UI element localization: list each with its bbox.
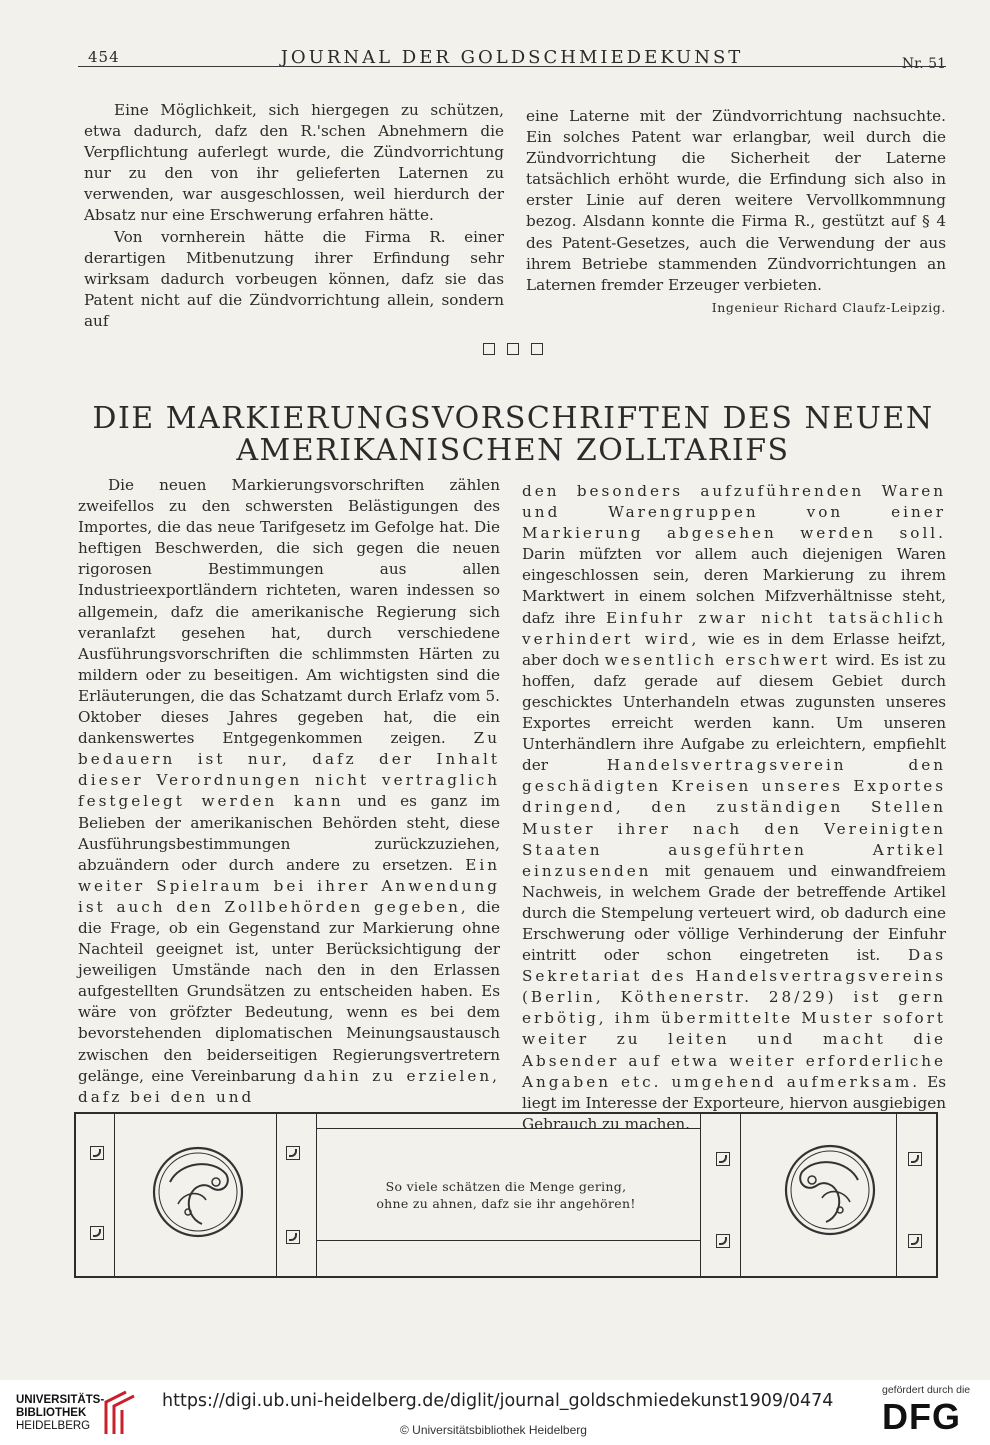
- text-run: wird. Es ist zu hoffen, dafz gerade auf diesem Gebiet durch geschicktes Unterhandeln etwas zugunsten unseres Exportes erreicht werden kann. Um unseren Unterhändlern ihre Aufgabe zu erleichtern, empfiehlt der: [522, 650, 947, 775]
- spaced-text: Das Sekretariat des Handelsvertragsvereins (Berlin, Köthenerstr. 28/29) ist gern erbötig, ihm übermittelte Muster sofort weiter zu leiten und macht die Absender auf etwa weiter erforderliche Angaben etc. umgehend aufmerksam.: [522, 946, 946, 1091]
- library-line: BIBLIOTHEK: [16, 1407, 87, 1419]
- spaced-text: dahin zu erzielen, dafz bei den und: [78, 1066, 501, 1106]
- vertical-rule: [276, 1114, 277, 1276]
- journal-title: JOURNAL DER GOLDSCHMIEDEKUNST: [280, 47, 744, 68]
- article1-column-left: [84, 100, 504, 332]
- motto-line: So viele schätzen die Menge gering,: [385, 1179, 627, 1194]
- article2-column-right: [522, 481, 946, 1135]
- paragraph: [522, 481, 946, 1135]
- spaced-text: den besonders aufzuführenden Waren und Warengruppen von einer Markierung abgesehen werden soll.: [522, 482, 946, 543]
- jugendstil-disc-ornament-icon: [150, 1144, 246, 1240]
- text-run: Es liegt im Interesse der Exporteure, hiervon ausgiebigen Gebrauch zu machen.: [522, 1072, 946, 1133]
- spaced-text: Zu bedauern ist nur, dafz der Inhalt dieser Verordnungen nicht vertraglich festgelegt werden kann: [78, 729, 501, 811]
- text-run: mit genauem und einwandfreiem Nachweis, in welchem Grade der betreffende Artikel durch die Stempelung verteuert wird, ob dadurch eine Erschwerung oder völlige Verhinderung der Einfuhr eintritt oder schon eingetreten ist.: [522, 861, 946, 965]
- article-title-line2: AMERIKANISCHEN ZOLLTARIFS: [236, 433, 790, 468]
- text-run: wie es in dem Erlasse heifzt, aber doch: [522, 629, 947, 669]
- article1-column-right: [526, 106, 946, 318]
- vertical-rule: [896, 1114, 897, 1276]
- copyright-notice: © Universitätsbibliothek Heidelberg: [400, 1423, 587, 1437]
- running-header: [78, 44, 946, 72]
- paragraph: Von vornherein hätte die Firma R. einer derartigen Mitbenutzung ihrer Erfindung sehr wirksam dadurch vorbeugen können, dafz sie das Patent nicht auf die Zündvorrichtung allein, sondern auf: [84, 227, 504, 330]
- text-run: die die Frage, ob ein Gegenstand zur Markierung ohne Nachteil geeignet ist, unter Berücksichtigung der jeweiligen Umstände nach den in den Erlassen aufgestellten Grundsätzen zu entscheiden haben. Es wäre von gröfzter Bedeutung, wenn es bei dem bevorstehenden diplomatischen Meinungsaustausch zwischen den beiderseitigen Regierungsvertretern gelänge, eine Vereinbarung: [78, 897, 500, 1085]
- section-divider-squares: [483, 343, 553, 359]
- spaced-text: wesentlich erschwert: [604, 650, 831, 669]
- corner-ornament-icon: [716, 1152, 730, 1166]
- corner-ornament-icon: [716, 1234, 730, 1248]
- corner-ornament-icon: [286, 1230, 300, 1244]
- corner-ornament-icon: [90, 1226, 104, 1240]
- jugendstil-disc-ornament-icon: [782, 1142, 878, 1238]
- author-signature: Ingenieur Richard Claufz-Leipzig.: [711, 299, 946, 315]
- funded-by-label: gefördert durch die: [882, 1384, 971, 1396]
- dfg-logo: DFG: [882, 1396, 961, 1437]
- corner-ornament-icon: [286, 1146, 300, 1160]
- library-line: UNIVERSITÄTS-: [16, 1394, 105, 1406]
- spaced-text: Einfuhr zwar nicht tatsächlich verhindert wird,: [522, 608, 946, 648]
- horizontal-rule: [316, 1240, 700, 1241]
- text-run: und es ganz im Belieben der amerikanischen Behörden steht, diese Ausführungsbestimmungen zurückzuziehen, abzuändern oder durch andere zu ersetzen.: [78, 792, 500, 874]
- paragraph: Eine Möglichkeit, sich hiergegen zu schützen, etwa dadurch, dafz den R.'schen Abnehmern die Verpflichtung auferlegt wurde, die Zündvorrichtung nur zu den von ihr gelieferten Laternen zu verwenden, war ausgeschlossen, weil hierdurch der Absatz nur eine Erschwerung erfahren hätte.: [84, 101, 504, 225]
- square-ornament-icon: [531, 343, 543, 355]
- vertical-rule: [114, 1114, 115, 1276]
- horizontal-rule: [316, 1128, 700, 1129]
- motto-line: ohne zu ahnen, dafz sie ihr angehören!: [376, 1196, 636, 1211]
- motto-text: [316, 1178, 696, 1212]
- issue-number: Nr. 51: [901, 56, 946, 72]
- vertical-rule: [700, 1114, 701, 1276]
- square-ornament-icon: [507, 343, 519, 355]
- paragraph: eine Laterne mit der Zündvorrichtung nachsuchte. Ein solches Patent war erlangbar, weil durch die Zündvorrichtung die Sicherheit der Laterne tatsächlich erhöht wurde, die Erfindung sich also in erster Linie auf deren weitere Vervollkommnung bezog. Alsdann konnte die Firma R., gestützt auf § 4 des Patent-Gesetzes, auch die Verwendung der aus ihrem Betriebe stammenden Zündvorrichtungen an Laternen fremder Erzeuger verbieten.: [526, 107, 946, 294]
- text-run: Die neuen Markierungsvorschriften zählen zweifellos zu den schwersten Belästigungen des Importes, die das neue Tarifgesetz im Gefolge hat. Die heftigen Beschwerden, die sich gegen die neuen rigorosen Bestimmungen aus allen Industrieexportländern richteten, waren indessen so allgemein, dafz die amerikanische Regierung sich veranlafzt gesehen hat, durch verschiedene Ausführungsvorschriften die schlimmsten Härten zu mildern oder zu beseitigen. Am wichtigsten sind die Erläuterungen, die das Schatzamt durch Erlafz vom 5. Oktober dieses Jahres gegeben hat, die ein dankenswertes Entgegenkommen zeigen.: [78, 476, 500, 748]
- page-number: 454: [88, 48, 120, 66]
- text-run: Darin müfzten vor allem auch diejenigen Waren eingeschlossen sein, deren Markierung zu ihrem Marktwert in einem solchen Mifzverhältnisse steht, dafz ihre: [522, 545, 946, 627]
- header-rule: [78, 66, 946, 67]
- corner-ornament-icon: [908, 1152, 922, 1166]
- spaced-text: Ein weiter Spielraum bei ihrer Anwendung ist auch den Zollbehörden gegeben,: [78, 855, 501, 916]
- digitization-footer: [0, 1380, 990, 1445]
- corner-ornament-icon: [908, 1234, 922, 1248]
- article2-column-left: [78, 475, 500, 1108]
- article-title-line1: DIE MARKIERUNGSVORSCHRIFTEN DES NEUEN: [92, 401, 934, 436]
- source-url-link[interactable]: https://digi.ub.uni-heidelberg.de/diglit/journal_goldschmiedekunst1909/0474: [162, 1391, 834, 1411]
- paragraph: [78, 475, 500, 1108]
- corner-ornament-icon: [90, 1146, 104, 1160]
- spaced-text: Handelsvertragsverein den geschädigten Kreisen unseres Exportes dringend, den zuständigen Stellen Muster ihrer nach den Vereinigten Staaten ausgeführten Artikel einzusenden: [522, 756, 947, 880]
- library-line: HEIDELBERG: [16, 1420, 91, 1432]
- vertical-rule: [740, 1114, 741, 1276]
- library-logo-icon: [100, 1388, 140, 1438]
- library-name: [16, 1394, 104, 1433]
- square-ornament-icon: [483, 343, 495, 355]
